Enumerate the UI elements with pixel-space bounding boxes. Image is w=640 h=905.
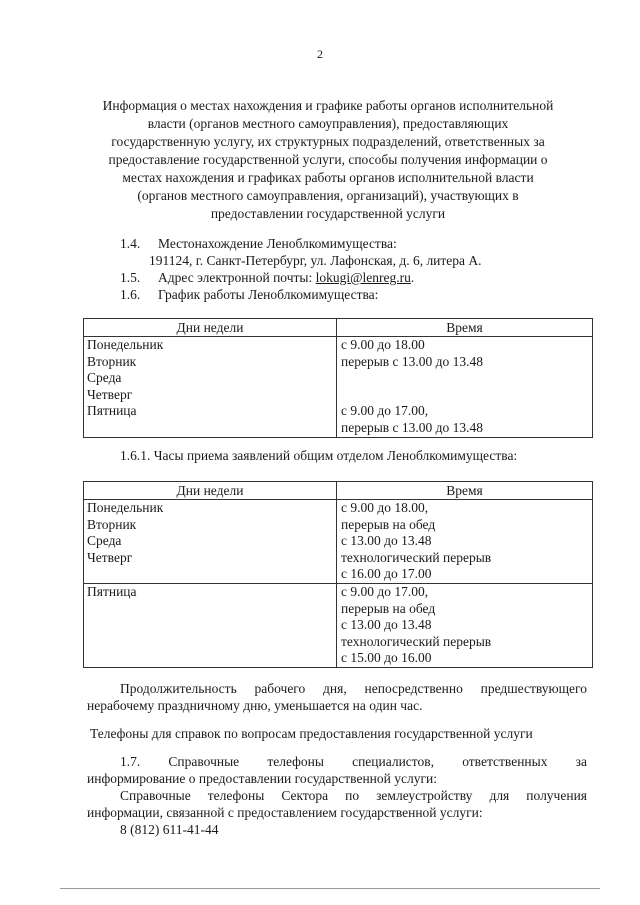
- day-text: Среда: [87, 370, 122, 386]
- day-text: Понедельник: [87, 500, 164, 515]
- word: телефоны: [267, 754, 324, 769]
- heading-line: предоставлении государственной услуги: [210, 206, 446, 221]
- days-cell: [84, 337, 337, 404]
- sector-phones-paragraph: [87, 787, 587, 821]
- table-row: [84, 500, 593, 584]
- days-cell: [84, 583, 337, 667]
- time-text: с 9.00 до 18.00,: [341, 500, 429, 515]
- column-header-time: Время: [337, 482, 593, 500]
- column-header-days: Дни недели: [84, 319, 337, 337]
- note-line: Продолжительность рабочего дня, непосредственно предшествующего: [120, 681, 587, 696]
- word: за: [575, 754, 587, 769]
- page-number: 2: [317, 47, 323, 61]
- item-number: 1.4.: [120, 236, 141, 251]
- days-cell: [84, 500, 337, 584]
- working-day-note: [87, 680, 587, 714]
- time-text: технологический перерыв: [341, 633, 492, 649]
- day-text: Четверг: [87, 549, 133, 565]
- time-cell: [337, 500, 593, 584]
- paragraph-line: информации, связанной с предоставлением государственной услуги:: [87, 805, 483, 820]
- heading-line: местах нахождения и графиках работы органов исполнительной власти: [122, 170, 534, 185]
- day-text: [87, 650, 333, 667]
- item-reference-phones: [87, 753, 587, 787]
- word: 1.7.: [120, 754, 141, 769]
- column-header-days: Дни недели: [84, 482, 337, 500]
- day-text: [87, 566, 333, 583]
- time-cell: [337, 403, 593, 437]
- time-text: перерыв на обед: [341, 516, 436, 532]
- work-schedule-table: [83, 318, 593, 438]
- item-schedule: [120, 286, 378, 303]
- time-text: перерыв с 13.00 до 13.48: [341, 419, 484, 435]
- day-text: Четверг: [87, 386, 133, 402]
- time-text: с 16.00 до 17.00: [341, 566, 432, 582]
- table-header-row: [84, 319, 593, 337]
- item-label: Адрес электронной почты:: [158, 270, 313, 285]
- item-location: [120, 235, 397, 252]
- table-row: [84, 403, 593, 437]
- heading-line: (органов местного самоуправления, организаций), участвующих в: [137, 188, 519, 203]
- time-text: технологический перерыв: [341, 549, 492, 565]
- day-text: [87, 420, 333, 437]
- item-number: 1.6.: [120, 287, 141, 302]
- phones-heading: Телефоны для справок по вопросам предоставления государственной услуги: [90, 726, 533, 741]
- item-email: [120, 269, 414, 286]
- phone-number: 8 (812) 611-41-44: [120, 822, 219, 837]
- heading-line: государственную услугу, их структурных подразделений, ответственных за: [111, 134, 545, 149]
- time-text: с 13.00 до 13.48: [341, 617, 432, 633]
- page-bottom-rule: [60, 888, 600, 889]
- days-cell: [84, 403, 337, 437]
- time-text: перерыв на обед: [341, 600, 436, 616]
- day-text: Среда: [87, 533, 122, 549]
- note-line: нерабочему праздничному дню, уменьшается на один час.: [87, 698, 423, 713]
- email-period: .: [410, 270, 415, 285]
- time-text: с 9.00 до 17.00,: [341, 583, 429, 599]
- word: Справочные: [168, 754, 240, 769]
- item-number: 1.5.: [120, 270, 141, 285]
- time-text: [341, 387, 589, 404]
- heading-line: Информация о местах нахождения и графике работы органов исполнительной: [102, 98, 554, 113]
- reception-schedule-table: [83, 481, 593, 668]
- table-row: [84, 583, 593, 667]
- day-text: [87, 634, 333, 651]
- time-cell: [337, 583, 593, 667]
- table-header-row: [84, 482, 593, 500]
- item-label: График работы Леноблкомимущества:: [158, 287, 379, 302]
- day-text: Пятница: [87, 583, 137, 599]
- day-text: Пятница: [87, 403, 137, 419]
- day-text: [87, 617, 333, 634]
- item-label: Местонахождение Леноблкомимущества:: [158, 236, 397, 251]
- address-text: 191124, г. Санкт-Петербург, ул. Лафонская, д. 6, литера А.: [149, 253, 482, 268]
- day-text: Вторник: [87, 353, 137, 369]
- paragraph-line: [87, 753, 587, 770]
- time-text: с 13.00 до 13.48: [341, 533, 432, 549]
- time-text: перерыв с 13.00 до 13.48: [341, 353, 484, 369]
- word: ответственных: [462, 754, 548, 769]
- day-text: Понедельник: [87, 337, 164, 352]
- subitem-reception-hours: 1.6.1. Часы приема заявлений общим отделом Леноблкомимущества:: [120, 448, 518, 463]
- heading-line: власти (органов местного самоуправления), предоставляющих: [147, 116, 509, 131]
- word: специалистов,: [352, 754, 435, 769]
- table-row: [84, 337, 593, 404]
- day-text: [87, 601, 333, 618]
- email-link[interactable]: lokugi@lenreg.ru: [315, 270, 411, 285]
- document-heading: [70, 97, 586, 223]
- time-cell: [337, 337, 593, 404]
- column-header-time: Время: [337, 319, 593, 337]
- time-text: с 9.00 до 18.00: [341, 337, 425, 352]
- heading-line: предоставление государственной услуги, способы получения информации о: [108, 152, 548, 167]
- time-text: [341, 370, 589, 387]
- time-text: с 9.00 до 17.00,: [341, 403, 429, 419]
- time-text: с 15.00 до 16.00: [341, 650, 432, 666]
- paragraph-line: информирование о предоставлении государственной услуги:: [87, 771, 437, 786]
- day-text: Вторник: [87, 516, 137, 532]
- paragraph-line: Справочные телефоны Сектора по землеустройству для получения: [120, 788, 587, 803]
